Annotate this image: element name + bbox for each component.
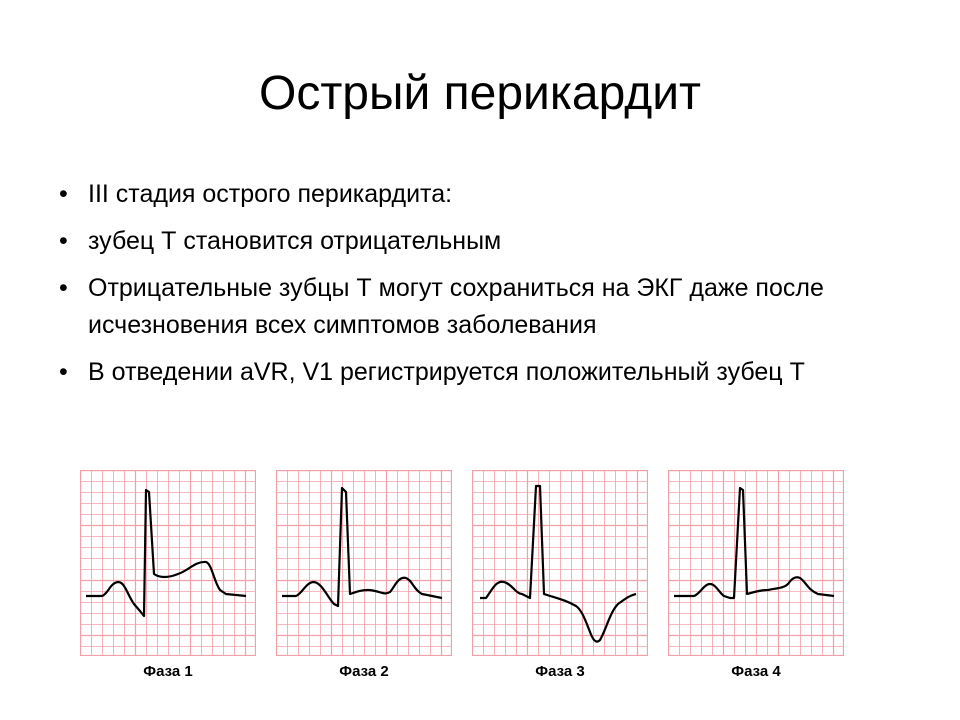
bullet-text: В отведении aVR, V1 регистрируется положительный зубец Т <box>88 358 805 386</box>
grid-lines <box>80 470 256 656</box>
grid-lines <box>472 470 648 656</box>
ecg-grid-phase-2 <box>276 470 452 656</box>
slide-title: Острый перикардит <box>258 67 701 120</box>
ecg-panel-phase-4 <box>668 470 844 680</box>
grid-border <box>473 471 648 656</box>
ecg-trace-phase-1 <box>86 490 246 616</box>
grid-border <box>669 471 844 656</box>
bullet-dot-icon: • <box>59 274 68 302</box>
bullet-dot-icon: • <box>59 180 68 208</box>
bullet-dot-icon: • <box>59 358 68 386</box>
bullet-text: зубец Т становится отрицательным <box>88 227 502 255</box>
ecg-trace-phase-2 <box>282 488 442 606</box>
ecg-panel-phase-2 <box>276 470 452 680</box>
bullet-item <box>58 223 918 260</box>
ecg-grid-phase-4 <box>668 470 844 656</box>
grid-border <box>81 471 256 656</box>
bullet-dot-icon: • <box>59 227 68 255</box>
grid-border <box>277 471 452 656</box>
ecg-trace-phase-3 <box>480 486 636 642</box>
ecg-panel-phase-3 <box>472 470 648 680</box>
caption-phase-1: Фаза 1 <box>143 663 193 680</box>
caption-phase-4: Фаза 4 <box>731 663 781 680</box>
bullet-text: III стадия острого перикардита: <box>88 180 453 208</box>
caption-phase-2: Фаза 2 <box>339 663 389 680</box>
caption-phase-3: Фаза 3 <box>535 663 585 680</box>
ecg-panel-phase-1 <box>80 470 256 680</box>
bullet-item <box>58 354 918 391</box>
bullet-item <box>58 270 918 344</box>
bullet-item <box>58 176 918 213</box>
grid-lines <box>668 470 844 656</box>
grid-lines <box>276 470 452 656</box>
ecg-grid-phase-3 <box>472 470 648 656</box>
ecg-trace-phase-4 <box>674 488 834 598</box>
bullet-list <box>58 176 918 401</box>
bullet-text: Отрицательные зубцы Т могут сохраниться на ЭКГ даже после исчезновения всех симптомов заболевания <box>88 274 824 339</box>
ecg-grid-phase-1 <box>80 470 256 656</box>
ecg-phases-figure <box>0 470 960 720</box>
